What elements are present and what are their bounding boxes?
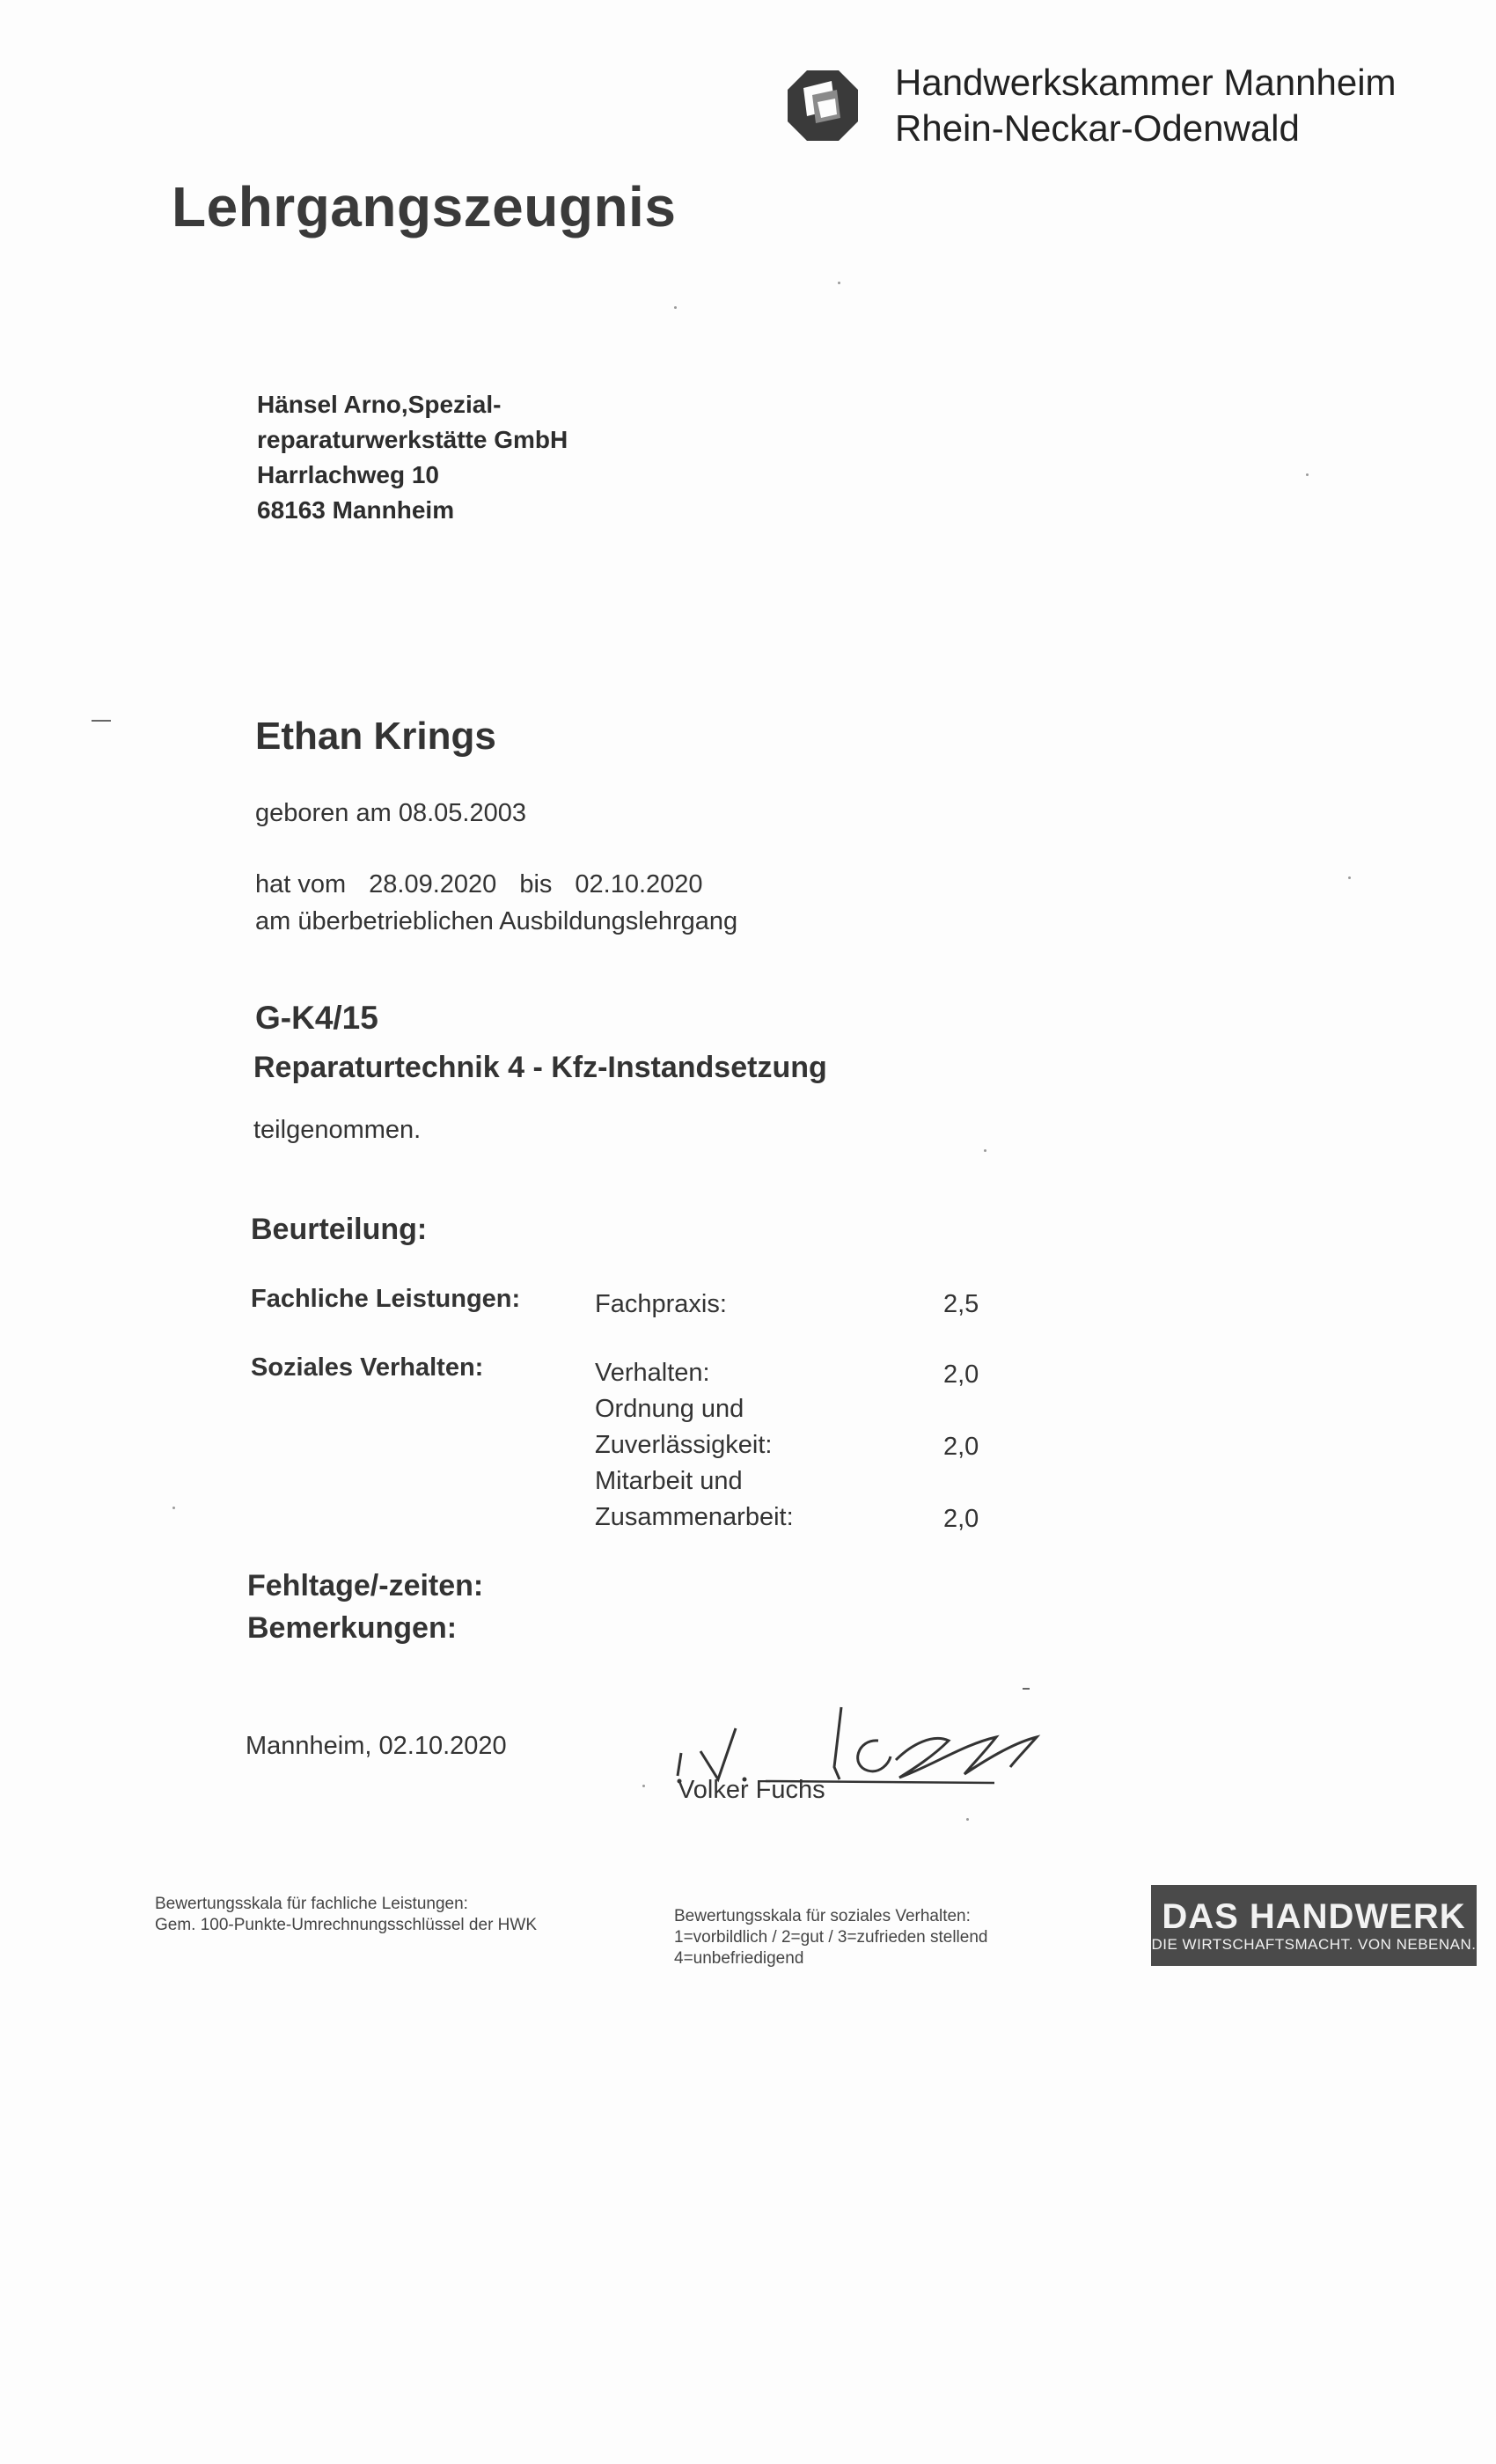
course-code: G-K4/15 xyxy=(255,1000,378,1036)
scan-artifact xyxy=(1023,1688,1030,1690)
fehltage-heading: Fehltage/-zeiten: xyxy=(247,1569,484,1602)
date-from: 28.09.2020 xyxy=(369,870,497,898)
participated-text: teilgenommen. xyxy=(253,1116,422,1144)
period-line xyxy=(255,866,737,903)
scan-speck xyxy=(642,1785,645,1787)
scan-speck xyxy=(1306,473,1309,476)
birth-date-text: geboren am 08.05.2003 xyxy=(255,799,526,827)
sozial-scale-line-3: 4=unbefriedigend xyxy=(674,1949,804,1968)
handwritten-signature xyxy=(669,1698,1074,1786)
period-prefix: hat vom xyxy=(255,870,347,898)
org-line-2: Rhein-Neckar-Odenwald xyxy=(895,107,1300,149)
scan-artifact xyxy=(92,720,111,722)
organization-name xyxy=(895,60,1397,151)
brand-main-text: DAS HANDWERK xyxy=(1162,1897,1466,1936)
ordnung-criterion-line-1: Ordnung und xyxy=(595,1395,744,1423)
signer-name: Volker Fuchs xyxy=(678,1776,825,1804)
fach-scale-note xyxy=(155,1894,537,1936)
mitarbeit-criterion-line-1: Mitarbeit und xyxy=(595,1467,743,1495)
fach-scale-line-1: Bewertungsskala für fachliche Leistungen: xyxy=(155,1895,468,1913)
scan-speck xyxy=(674,306,677,309)
fach-scale-line-2: Gem. 100-Punkte-Umrechnungsschlüssel der HWK xyxy=(155,1916,538,1934)
address-line-2: reparaturwerkstätte GmbH xyxy=(257,426,568,453)
ordnung-score: 2,0 xyxy=(943,1433,979,1461)
participant-name: Ethan Krings xyxy=(255,715,496,758)
fachliche-leistungen-label: Fachliche Leistungen: xyxy=(251,1285,521,1313)
mitarbeit-score: 2,0 xyxy=(943,1505,979,1533)
mitarbeit-criterion-line-2: Zusammenarbeit: xyxy=(595,1503,794,1531)
date-to: 02.10.2020 xyxy=(575,870,703,898)
scan-speck xyxy=(838,282,840,284)
org-line-1: Handwerkskammer Mannheim xyxy=(895,62,1397,103)
scan-speck xyxy=(172,1507,175,1509)
brand-sub-text: DIE WIRTSCHAFTSMACHT. VON NEBENAN. xyxy=(1151,1936,1477,1953)
assessment-heading: Beurteilung: xyxy=(251,1213,428,1246)
course-period xyxy=(255,866,737,940)
fachpraxis-criterion: Fachpraxis: xyxy=(595,1290,727,1318)
course-name: Reparaturtechnik 4 - Kfz-Instandsetzung xyxy=(253,1051,827,1084)
remarks-section xyxy=(247,1565,483,1649)
sozial-scale-line-2: 1=vorbildlich / 2=gut / 3=zufrieden stellend xyxy=(674,1928,988,1947)
hwk-emblem-icon xyxy=(786,69,860,143)
sozial-scale-line-1: Bewertungsskala für soziales Verhalten: xyxy=(674,1907,971,1925)
das-handwerk-logo xyxy=(1151,1885,1477,1966)
verhalten-score: 2,0 xyxy=(943,1360,979,1389)
address-line-1: Hänsel Arno,Spezial- xyxy=(257,391,502,418)
verhalten-criterion: Verhalten: xyxy=(595,1359,710,1387)
course-line: am überbetrieblichen Ausbildungslehrgang xyxy=(255,907,738,935)
scan-speck xyxy=(966,1818,969,1821)
soziales-verhalten-label: Soziales Verhalten: xyxy=(251,1353,484,1382)
address-line-3: Harrlachweg 10 xyxy=(257,461,439,488)
ordnung-criterion-line-2: Zuverlässigkeit: xyxy=(595,1431,773,1459)
fachpraxis-score: 2,5 xyxy=(943,1290,979,1318)
social-criteria-list xyxy=(595,1355,794,1536)
bemerkungen-heading: Bemerkungen: xyxy=(247,1611,458,1645)
scan-speck xyxy=(984,1149,986,1152)
period-middle: bis xyxy=(519,870,553,898)
document-title: Lehrgangszeugnis xyxy=(172,175,677,238)
scan-speck xyxy=(1348,876,1351,879)
place-and-date: Mannheim, 02.10.2020 xyxy=(246,1732,507,1760)
recipient-address xyxy=(257,387,568,528)
sozial-scale-note xyxy=(674,1906,987,1969)
address-line-4: 68163 Mannheim xyxy=(257,496,455,524)
